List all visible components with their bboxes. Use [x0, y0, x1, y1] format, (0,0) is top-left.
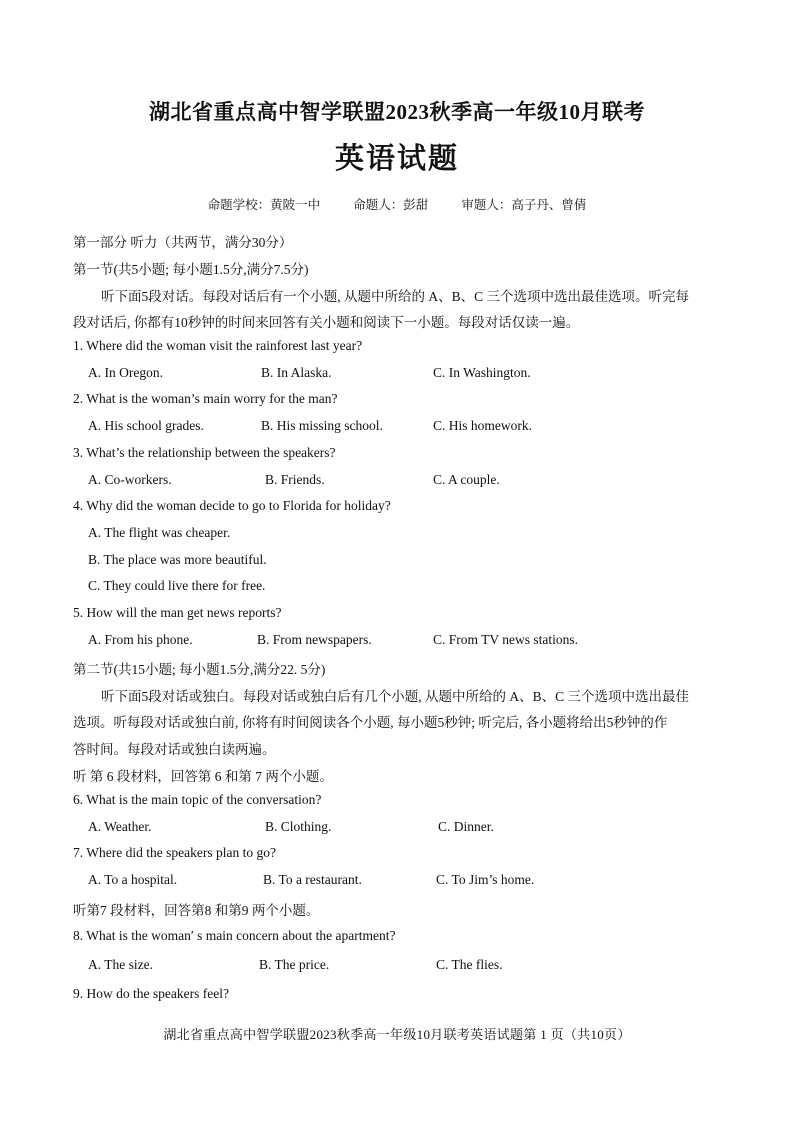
- question-6-option-a: A. Weather.: [88, 819, 152, 834]
- exam-school: 命题学校：黄陂一中: [207, 198, 321, 212]
- passage-6-instruction: 听 第 6 段材料，回答第 6 和第 7 两个小题。: [73, 769, 333, 784]
- question-5-option-c: C. From TV news stations.: [433, 632, 579, 647]
- section2-instruction-line2: 选项。听每段对话或独白前, 你将有时间阅读各个小题, 每小题5秒钟; 听完后, 各小题将给出5秒钟的作: [73, 715, 668, 730]
- question-4: 4. Why did the woman decide to go to Florida for holiday?: [73, 498, 391, 513]
- section2-title: 第二节(共15小题; 每小题1.5分,满分22. 5分): [73, 662, 326, 677]
- question-5: 5. How will the man get news reports?: [73, 605, 282, 620]
- question-7-option-c: C. To Jim’s home.: [436, 872, 535, 887]
- question-3-option-b: B. Friends.: [265, 472, 325, 487]
- question-5-option-a: A. From his phone.: [88, 632, 193, 647]
- section2-instruction-line3: 答时间。每段对话或独白读两遍。: [73, 742, 276, 757]
- section1-instruction-line1: 听下面5段对话。每段对话后有一个小题, 从题中所给的 A、B、C 三个选项中选出最佳选项。听完每: [101, 289, 690, 304]
- question-2-option-c: C. His homework.: [433, 418, 532, 433]
- question-1-option-a: A. In Oregon.: [88, 365, 163, 380]
- question-7: 7. Where did the speakers plan to go?: [73, 845, 276, 860]
- question-8: 8. What is the woman′ s main concern about the apartment?: [73, 928, 396, 943]
- question-9: 9. How do the speakers feel?: [73, 986, 229, 1001]
- section1-instruction-line2: 段对话后, 你都有10秒钟的时间来回答有关小题和阅读下一小题。每段对话仅读一遍。: [73, 315, 580, 330]
- question-1-option-c: C. In Washington.: [433, 365, 531, 380]
- question-1-option-b: B. In Alaska.: [261, 365, 332, 380]
- question-4-option-c: C. They could live there for free.: [88, 578, 266, 593]
- question-3: 3. What’s the relationship between the speakers?: [73, 445, 336, 460]
- section1-title: 第一节(共5小题; 每小题1.5分,满分7.5分): [73, 262, 309, 277]
- question-6-option-b: B. Clothing.: [265, 819, 332, 834]
- question-2: 2. What is the woman’s main worry for the man?: [73, 391, 338, 406]
- exam-reviewer: 审题人：高子丹、曾倩: [461, 198, 587, 212]
- question-3-option-c: C. A couple.: [433, 472, 500, 487]
- part1-title: 第一部分 听力（共两节，满分30分）: [73, 235, 293, 250]
- page-footer: 湖北省重点高中智学联盟2023秋季高一年级10月联考英语试题第 1 页（共10页）: [163, 1027, 631, 1042]
- question-6-option-c: C. Dinner.: [438, 819, 494, 834]
- exam-title: 湖北省重点高中智学联盟2023秋季高一年级10月联考: [149, 100, 645, 124]
- question-1: 1. Where did the woman visit the rainforest last year?: [73, 338, 363, 353]
- question-7-option-b: B. To a restaurant.: [263, 872, 362, 887]
- question-2-option-a: A. His school grades.: [88, 418, 204, 433]
- question-3-option-a: A. Co-workers.: [88, 472, 172, 487]
- section2-instruction-line1: 听下面5段对话或独白。每段对话或独白后有几个小题, 从题中所给的 A、B、C 三个选项中选出最佳: [101, 689, 690, 704]
- question-6: 6. What is the main topic of the conversation?: [73, 792, 322, 807]
- question-8-option-b: B. The price.: [259, 957, 330, 972]
- exam-meta: [0, 195, 794, 213]
- exam-subject-title: 英语试题: [334, 143, 459, 175]
- question-2-option-b: B. His missing school.: [261, 418, 383, 433]
- question-4-option-b: B. The place was more beautiful.: [88, 552, 267, 567]
- question-8-option-c: C. The flies.: [436, 957, 503, 972]
- exam-setter: 命题人：彭甜: [353, 198, 429, 212]
- passage-7-instruction: 听第7 段材料，回答第8 和第9 两个小题。: [73, 903, 320, 918]
- question-4-option-a: A. The flight was cheaper.: [88, 525, 231, 540]
- question-7-option-a: A. To a hospital.: [88, 872, 178, 887]
- question-8-option-a: A. The size.: [88, 957, 153, 972]
- question-5-option-b: B. From newspapers.: [257, 632, 372, 647]
